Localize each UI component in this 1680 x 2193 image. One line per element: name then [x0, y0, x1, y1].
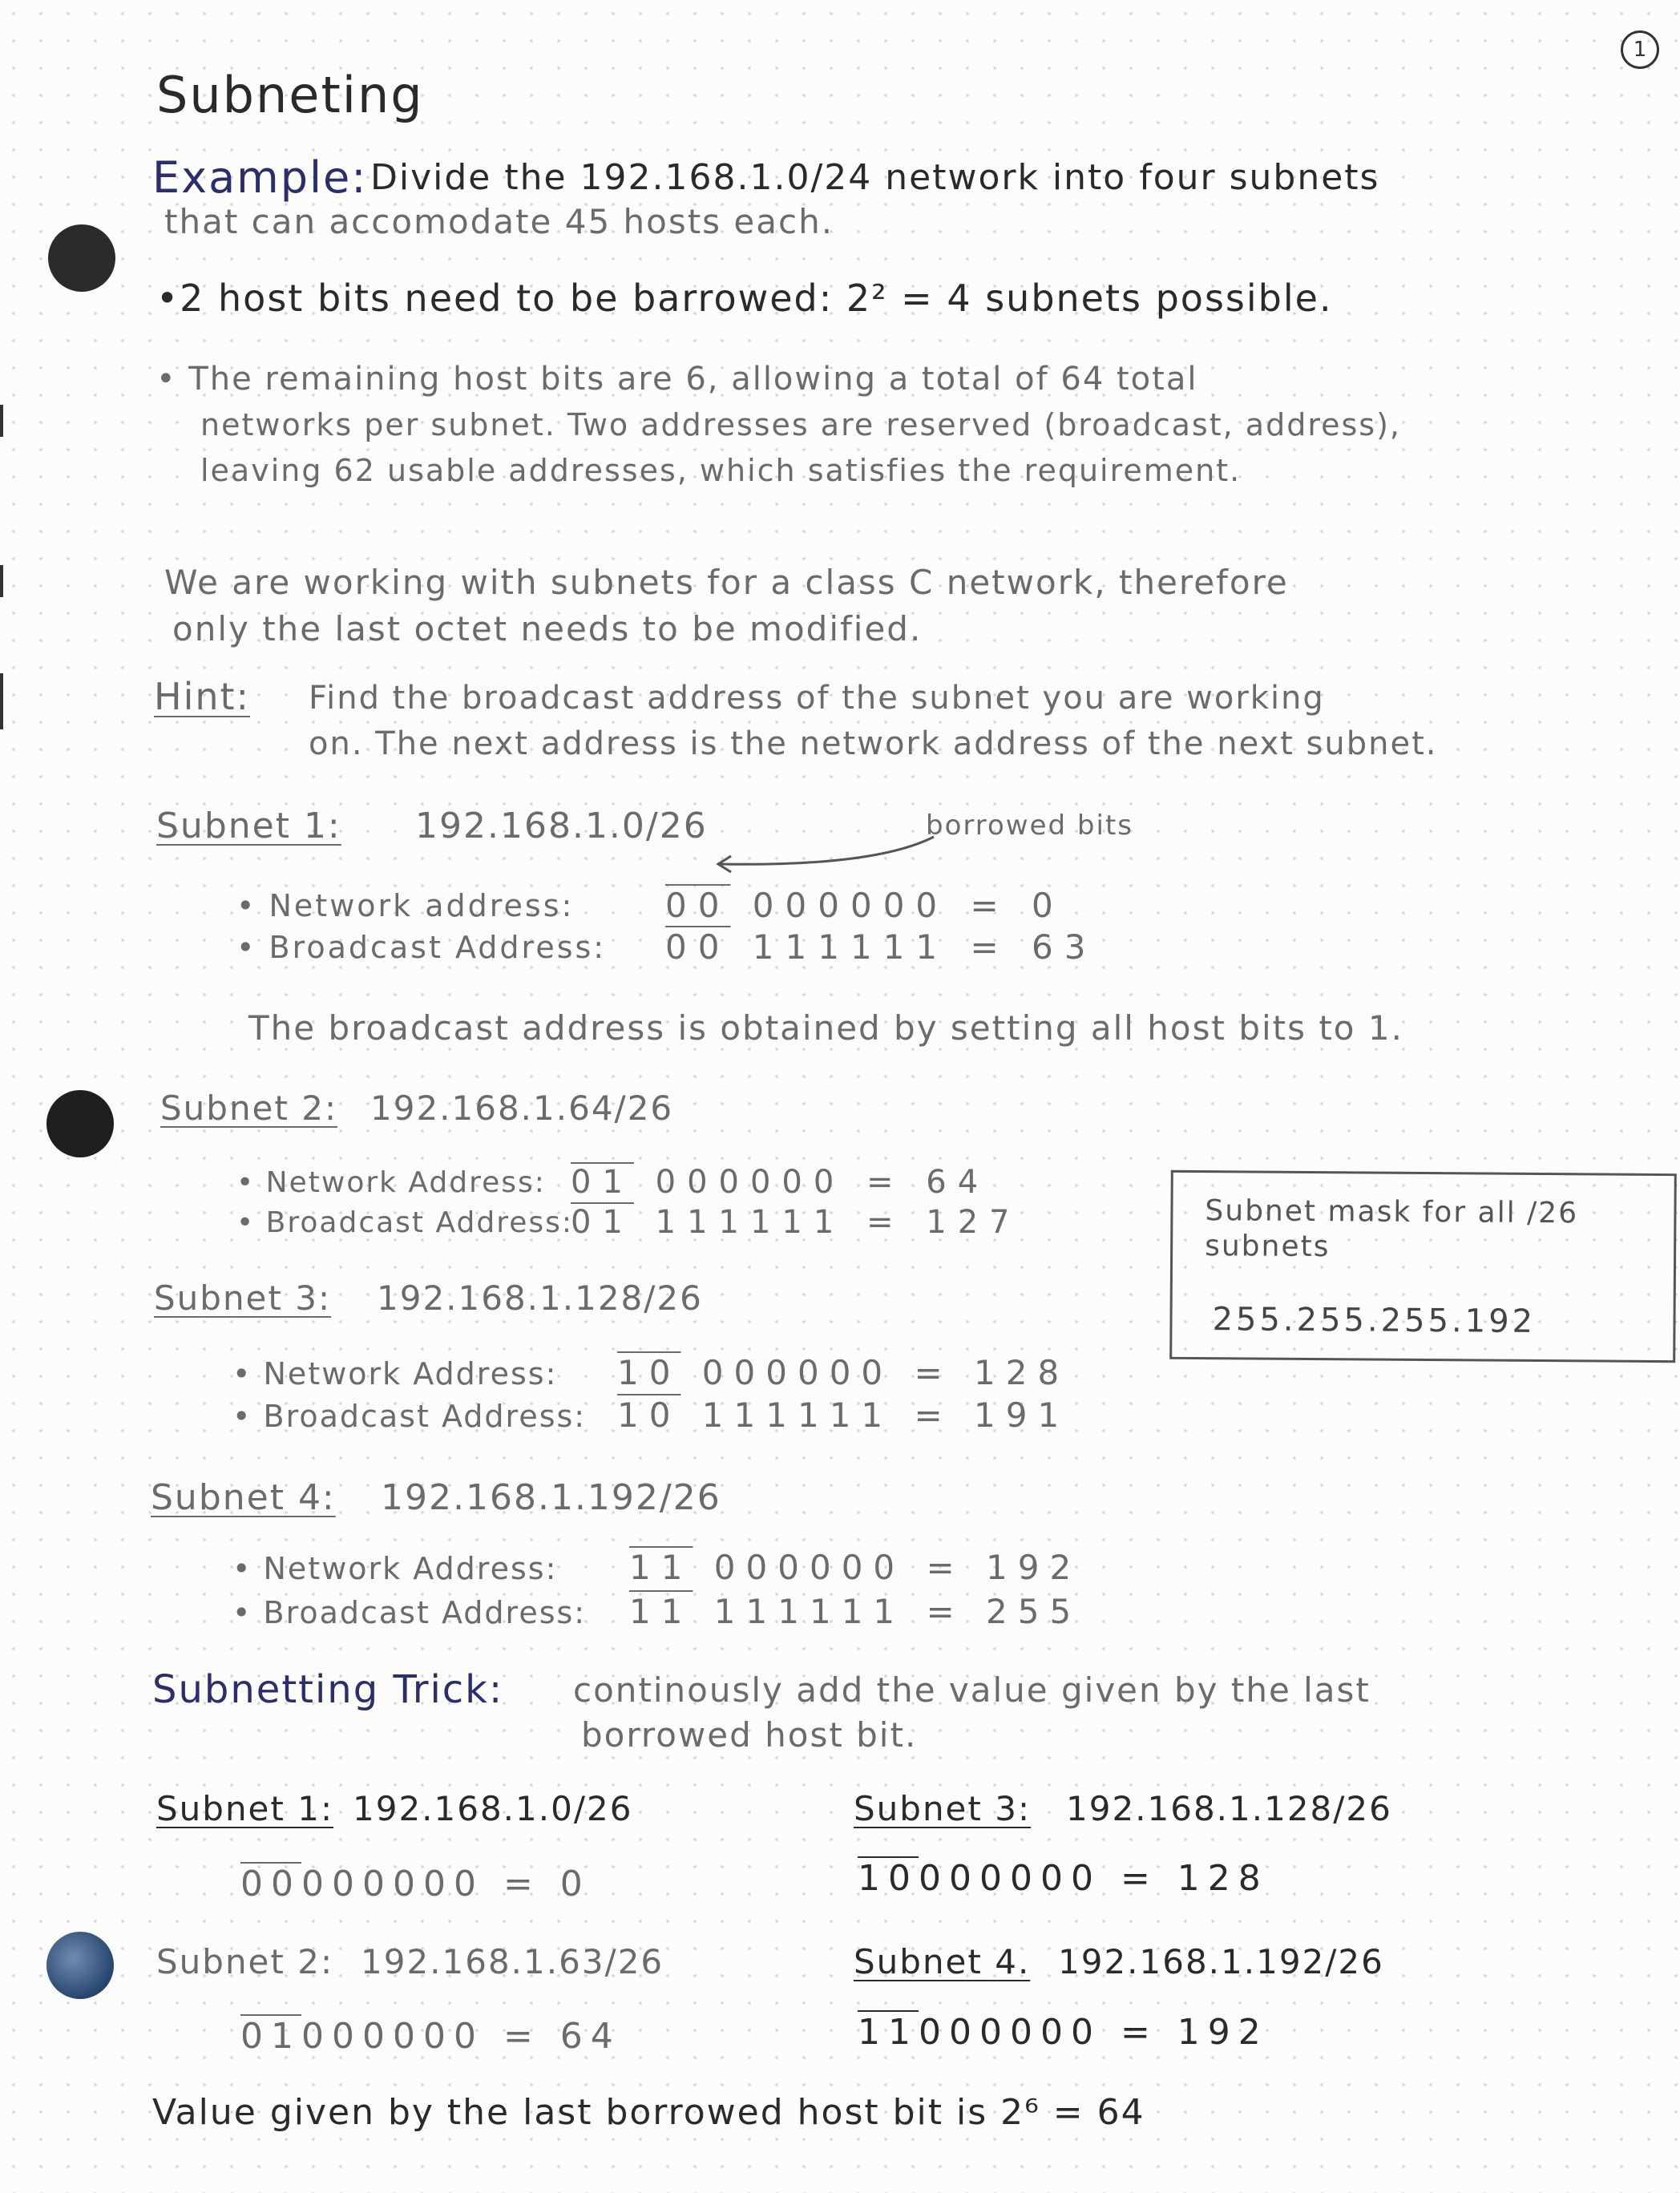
host-bits: 111111 = 255: [693, 1592, 1082, 1631]
subnet-3-label: Subnet 3:: [154, 1278, 332, 1318]
trick-subnet-3-bits: [858, 1858, 1269, 1899]
borrowed-bits: 00: [240, 1864, 301, 1904]
borrowed-bits: 10: [617, 1395, 681, 1435]
subnet-2-broadcast-bits: [571, 1204, 1021, 1241]
bullet-remaining-bits-line-2: networks per subnet. Two addresses are reserved (broadcast, address),: [200, 407, 1401, 442]
subnet-4-broadcast-bits: [629, 1592, 1081, 1631]
subnet-2-network-bits: [571, 1164, 989, 1201]
subnet-3-cidr: 192.168.1.128/26: [377, 1278, 703, 1318]
subnet-1-label: Subnet 1:: [156, 806, 341, 846]
subnet-4-cidr: 192.168.1.192/26: [381, 1477, 721, 1518]
page-number: 1: [1621, 30, 1659, 69]
host-bits: 000000 = 64: [633, 1164, 990, 1201]
example-label: Example:: [152, 152, 368, 203]
trick-subnet-2-label: Subnet 2:: [156, 1942, 334, 1981]
host-bits: 000000 = 128: [680, 1353, 1070, 1392]
borrowed-bits: 10: [858, 1858, 919, 1899]
borrowed-bits: 00: [665, 927, 731, 967]
host-bits: 111111 = 127: [633, 1204, 1021, 1241]
bullet-borrowed-bits: •2 host bits need to be barrowed: 2² = 4 subnets possible.: [156, 277, 1333, 320]
trick-subnet-4-cidr: 192.168.1.192/26: [1058, 1942, 1384, 1981]
trick-subnet-1-label: Subnet 1:: [156, 1789, 334, 1828]
borrowed-bits-arrow-icon: [705, 819, 946, 875]
subnet-3-broadcast-label: • Broadcast Address:: [232, 1399, 587, 1434]
host-bits: 111111 = 63: [730, 927, 1097, 967]
final-note: Value given by the last borrowed host bit is 2⁶ = 64: [152, 2092, 1145, 2133]
example-line-2: that can accomodate 45 hosts each.: [164, 202, 834, 241]
borrowed-bits: 11: [629, 1592, 693, 1631]
borrowed-bits: 11: [858, 2012, 919, 2053]
binder-hole-bottom: [46, 1932, 114, 1999]
trick-subnet-1-cidr: 192.168.1.0/26: [353, 1789, 633, 1828]
borrowed-bits: 11: [629, 1548, 693, 1587]
hint-label: Hint:: [154, 675, 251, 718]
subnet-3-network-bits: [617, 1353, 1069, 1392]
subnet-mask-box: [1169, 1170, 1677, 1363]
trick-label: Subnetting Trick:: [152, 1667, 504, 1712]
borrowed-bits: 01: [571, 1164, 634, 1201]
host-bits: 111111 = 191: [680, 1395, 1070, 1435]
subnet-1-network-bits: [665, 886, 1064, 925]
class-c-line-1: We are working with subnets for a class C network, therefore: [164, 563, 1289, 602]
trick-subnet-4-label: Subnet 4.: [854, 1942, 1031, 1981]
subnet-2-cidr: 192.168.1.64/26: [370, 1088, 674, 1128]
subnet-4-label: Subnet 4:: [151, 1477, 336, 1518]
borrowed-bits: 10: [617, 1353, 681, 1392]
subnet-2-broadcast-label: • Broadcast Address:: [236, 1206, 573, 1239]
class-c-line-2: only the last octet needs to be modified.: [172, 609, 923, 648]
example-line-1: Divide the 192.168.1.0/24 network into four subnets: [370, 157, 1380, 198]
bullet-remaining-bits: • The remaining host bits are 6, allowing a total of 64 total: [156, 361, 1198, 398]
subnet-4-network-bits: [629, 1548, 1081, 1587]
trick-subnet-3-label: Subnet 3:: [854, 1789, 1032, 1828]
hint-line-2: on. The next address is the network address of the next subnet.: [309, 725, 1438, 762]
subnet-2-label: Subnet 2:: [160, 1088, 338, 1128]
host-bits: 000000 = 192: [693, 1548, 1082, 1587]
subnet-mask-title: Subnet mask for all /26 subnets: [1205, 1194, 1579, 1264]
scan-edge-mark: [0, 673, 3, 729]
subnet-4-network-label: • Network Address:: [232, 1551, 558, 1586]
host-bits: 000000 = 0: [301, 1864, 591, 1904]
binder-hole-middle: [46, 1090, 114, 1157]
binder-hole-top: [48, 224, 115, 292]
borrowed-bits: 01: [571, 1204, 634, 1241]
trick-line-2: borrowed host bit.: [581, 1715, 918, 1755]
trick-subnet-1-bits: [240, 1864, 591, 1904]
subnet-1-network-label: • Network address:: [236, 888, 575, 923]
trick-subnet-3-cidr: 192.168.1.128/26: [1066, 1789, 1392, 1828]
subnet-3-network-label: • Network Address:: [232, 1356, 558, 1391]
subnet-1-cidr: 192.168.1.0/26: [415, 806, 708, 846]
host-bits: 000000 = 128: [919, 1858, 1269, 1899]
subnet-3-broadcast-bits: [617, 1395, 1069, 1435]
borrowed-bits-note: borrowed bits: [926, 810, 1133, 842]
subnet-1-broadcast-bits: [665, 927, 1096, 967]
subnet-4-broadcast-label: • Broadcast Address:: [232, 1595, 587, 1630]
host-bits: 000000 = 64: [301, 2016, 621, 2057]
trick-subnet-2-cidr: 192.168.1.63/26: [361, 1942, 664, 1981]
borrowed-bits: 01: [240, 2016, 301, 2057]
scan-edge-mark: [0, 565, 3, 597]
subnet-2-network-label: • Network Address:: [236, 1166, 546, 1199]
trick-subnet-2-bits: [240, 2016, 621, 2057]
scan-edge-mark: [0, 405, 3, 437]
bullet-remaining-bits-line-3: leaving 62 usable addresses, which satisfies the requirement.: [200, 453, 1242, 488]
host-bits: 000000 = 192: [919, 2012, 1269, 2053]
page-title: Subneting: [156, 66, 424, 124]
borrowed-bits: 00: [665, 886, 731, 925]
trick-subnet-4-bits: [858, 2012, 1269, 2053]
broadcast-note: The broadcast address is obtained by setting all host bits to 1.: [248, 1008, 1403, 1048]
subnet-mask-value: 255.255.255.192: [1212, 1301, 1537, 1340]
subnet-1-broadcast-label: • Broadcast Address:: [236, 930, 607, 965]
host-bits: 000000 = 0: [730, 886, 1064, 925]
hint-line-1: Find the broadcast address of the subnet you are working: [309, 680, 1325, 717]
trick-line-1: continously add the value given by the last: [573, 1670, 1371, 1710]
